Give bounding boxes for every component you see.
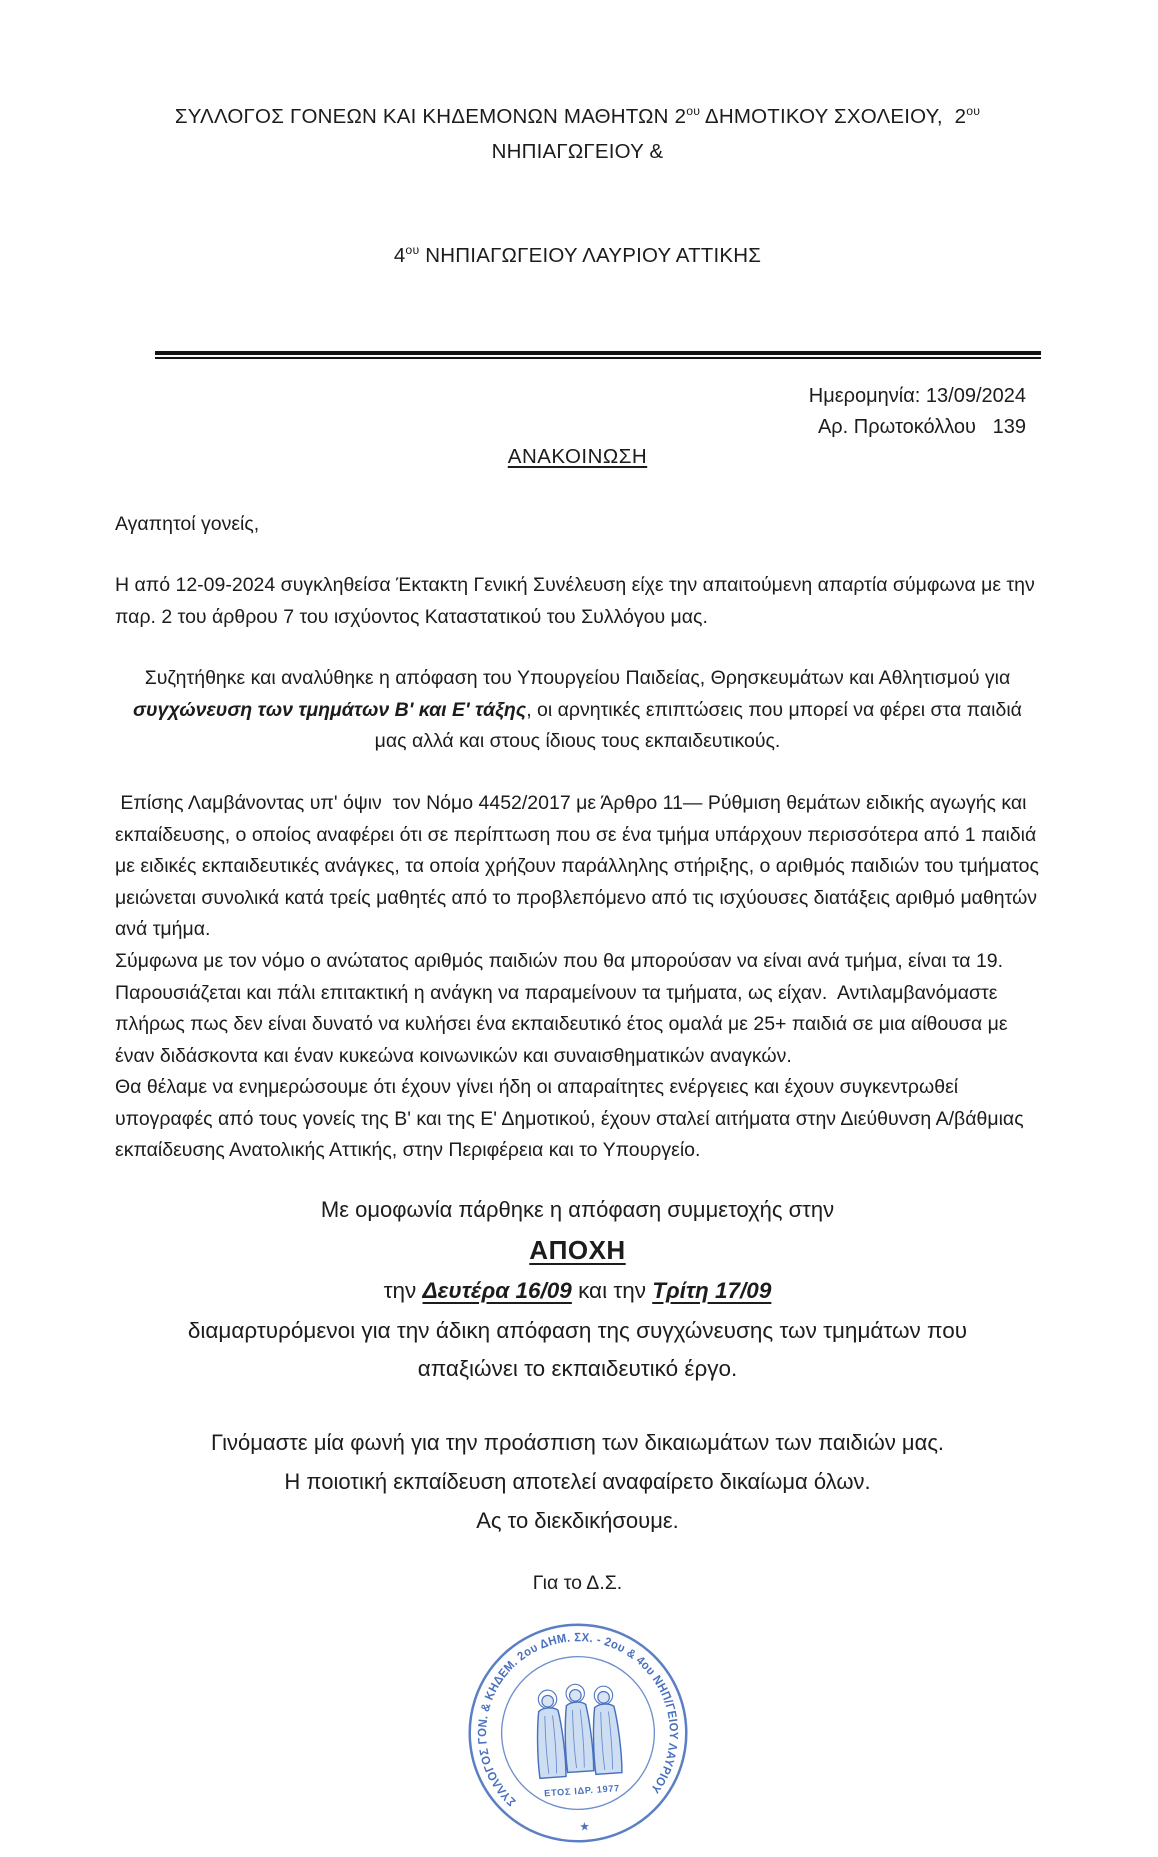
abstention-dates: την Δευτέρα 16/09 και την Τρίτη 17/09 xyxy=(383,1278,772,1303)
document-body xyxy=(115,509,1045,1167)
paragraph-merger-discussion: Συζητήθηκε και αναλύθηκε η απόφαση του Υπουργείου Παιδείας, Θρησκευμάτων και Αθλητισμού για συγχώνευση των τμημάτων Β' και Ε' τάξης, οι αρνητικές επιπτώσεις που μπορεί να φέρει στα παιδιά μας αλλά και στους ίδιους τους εκπαιδευτικούς. xyxy=(133,667,1022,753)
closing-line-unity: Γινόμαστε μία φωνή για την προάσπιση των δικαιωμάτων των παιδιών μας. xyxy=(210,1429,945,1455)
signoff-board: Για το Δ.Σ. xyxy=(532,1571,623,1594)
document-title: ΑΝΑΚΟΙΝΩΣΗ xyxy=(507,444,648,468)
saint-figure-right xyxy=(589,1685,622,1774)
paragraph-quorum: Η από 12-09-2024 συγκληθείσα Έκτακτη Γενική Συνέλευση είχε την απαιτούμενη απαρτία σύμφωνα με την παρ. 2 του άρθρου 7 του ισχύοντος Καταστατικού του Συλλόγου μας. xyxy=(115,574,1041,628)
decision-intro: Με ομοφωνία πάρθηκε η απόφαση συμμετοχής στην xyxy=(320,1197,835,1222)
abstention-date-tuesday: Τρίτη 17/09 xyxy=(652,1278,772,1303)
paragraph-law-4452: Επίσης Λαμβάνοντας υπ' όψιν τον Νόμο 4452/2017 με Άρθρο 11— Ρύθμιση θεμάτων ειδικής αγωγής και εκπαίδευσης, ο οποίος αναφέρει ότι σε περίπτωση που σε ένα τμήμα υπάρχουν περισσότερα από 1 παιδιά με ειδικές εκπαιδευτικές ανάγκες, τα οποία χρήζουν παράλληλης στήριξης, ο αριθμός παιδιών του τμήματος μειώνεται συνολικά κατά τρείς μαθητές από το προβλεπόμενο από τις ισχύουσες διατάξεις αριθμό μαθητών ανά τμήμα. xyxy=(115,792,1045,941)
seal-container xyxy=(115,1617,1040,1849)
seal-star-icon: ★ xyxy=(578,1820,590,1834)
association-seal xyxy=(454,1609,702,1857)
protocol-number-line: Αρ. Πρωτοκόλλου 139 xyxy=(817,415,1026,438)
abstention-reason: διαμαρτυρόμενοι για την άδικη απόφαση της συγχώνευσης των τμημάτων που απαξιώνει το εκπαιδευτικό έργο. xyxy=(187,1318,968,1382)
paragraph-law-block xyxy=(115,788,1045,1167)
salutation: Αγαπητοί γονείς, xyxy=(115,512,260,535)
ordinal-superscript: ου xyxy=(966,103,981,118)
document-meta xyxy=(115,381,1040,443)
saint-figure-center xyxy=(561,1683,594,1772)
closing-line-education: Η ποιοτική εκπαίδευση αποτελεί αναφαίρετο δικαίωμα όλων. xyxy=(284,1468,871,1494)
abstention-date-monday: Δευτέρα 16/09 xyxy=(422,1278,572,1303)
association-header-line1: ΣΥΛΛΟΓΟΣ ΓΟΝΕΩΝ ΚΑΙ ΚΗΔΕΜΟΝΩΝ ΜΑΘΗΤΩΝ $2^{o\upsilon}$ ΔΗΜΟΤΙΚΟΥ ΣΧΟΛΕΙΟΥ, $2^{o\upsilon}$ ΝΗΠΙΑΓΩΓΕΙΟΥ & xyxy=(174,103,987,163)
saint-figure-left xyxy=(533,1689,566,1778)
association-header xyxy=(115,30,1040,344)
association-header-line2: $4^{o\upsilon}$ ΝΗΠΙΑΓΩΓΕΙΟΥ ΛΑΥΡΙΟΥ ΑΤΤΙΚΗΣ xyxy=(393,243,762,268)
closing-line-claim: Ας το διεκδικήσουμε. xyxy=(476,1507,679,1533)
ordinal-superscript: ου xyxy=(686,103,701,118)
header-divider-rule xyxy=(155,351,1041,359)
merger-emphasis: συγχώνευση των τμημάτων Β' και Ε' τάξης xyxy=(133,698,527,721)
date-line: Ημερομηνία: 13/09/2024 xyxy=(808,384,1026,407)
paragraph-class-size: Σύμφωνα με τον νόμο ο ανώτατος αριθμός παιδιών που θα μπορούσαν να είναι ανά τμήμα, είναι τα 19. Παρουσιάζεται και πάλι επιτακτική η ανάγκη να παραμείνουν τα τμήματα, ως είχαν. Αντιλαμβανόμαστε πλήρως πως δεν είναι δυνατό να κυλήσει ένα εκπαιδευτικό έτος ομαλά με 25+ παιδιά σε μια αίθουσα με έναν διδάσκοντα και έναν κυκεώνα κοινωνικών και συναισθηματικών αναγκών. xyxy=(115,949,1013,1067)
ordinal-superscript: ου xyxy=(405,243,420,258)
abstention-word: ΑΠΟΧΗ xyxy=(529,1235,626,1265)
seal-ring-text: ΣΥΛΛΟΓΟΣ ΓΟΝ. & ΚΗΔΕΜ. 2ου ΔΗΜ. ΣΧ. - 2ου & 4ου ΝΗΠ/ΓΕΙΟΥ ΛΑΥΡΙΟΥ xyxy=(474,1630,681,1810)
seal-founding-year-text: ΕΤΟΣ ΙΔΡ. 1977 xyxy=(543,1783,620,1799)
paragraph-actions-taken: Θα θέλαμε να ενημερώσουμε ότι έχουν γίνει ήδη οι απαραίτητες ενέργειες και έχουν συγκεντρωθεί υπογραφές από τους γονείς της Β' και της Ε' Δημοτικού, έχουν σταλεί αιτήματα στην Διεύθυνση Α/βάθμιας εκπαίδευσης Ανατολικής Αττικής, στην Περιφέρεια και το Υπουργείο. xyxy=(115,1076,1030,1162)
closing-statements xyxy=(115,1423,1040,1540)
